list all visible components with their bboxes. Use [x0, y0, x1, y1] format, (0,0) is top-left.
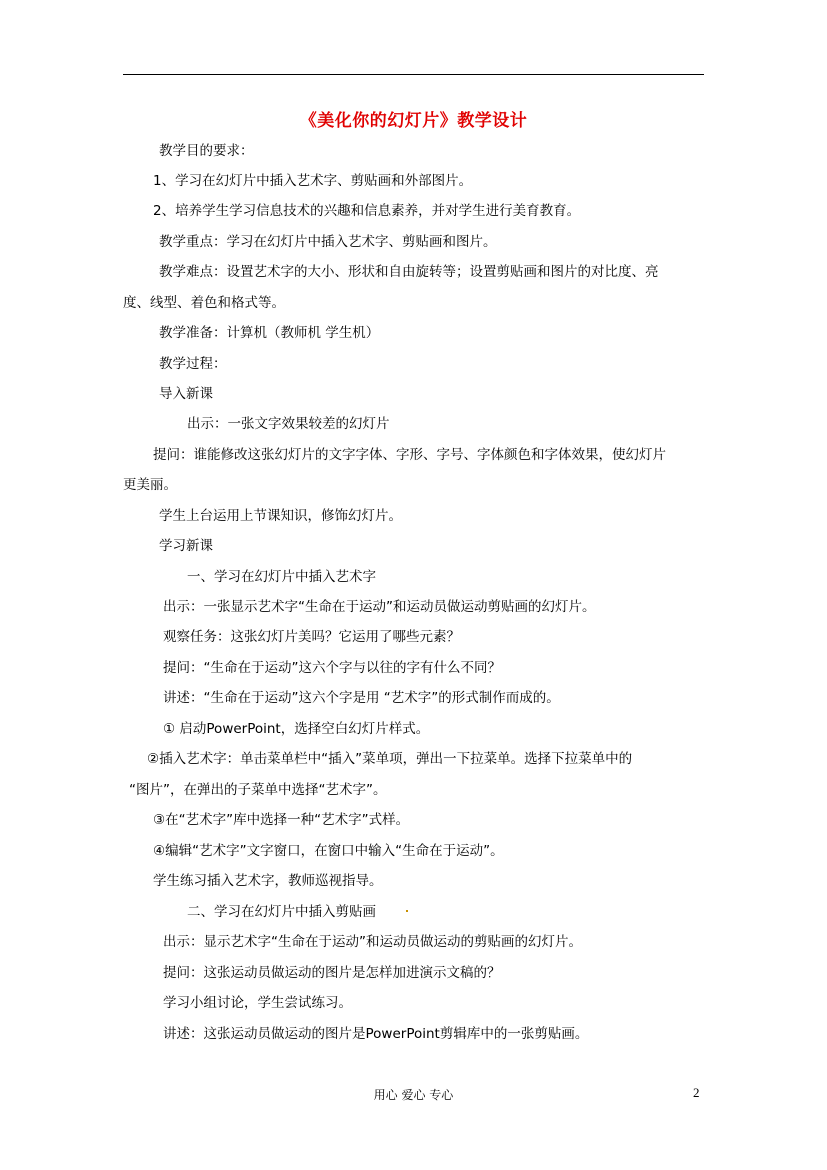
line-show-3: 出示：显示艺术字“生命在于运动”和运动员做运动的剪贴画的幻灯片。 [163, 934, 582, 950]
line-group-discuss: 学习小组讨论，学生尝试练习。 [163, 995, 352, 1011]
line-difficulties-cont: 度、线型、着色和格式等。 [123, 295, 285, 311]
footer-motto: 用心 爱心 专心 [373, 1088, 454, 1102]
line-show-2: 出示：一张显示艺术字“生命在于运动”和运动员做运动剪贴画的幻灯片。 [163, 599, 596, 615]
line-key-points: 教学重点：学习在幻灯片中插入艺术字、剪贴画和图片。 [159, 234, 497, 250]
line-question-2: 提问：“生命在于运动”这六个字与以往的字有什么不同？ [163, 660, 501, 676]
line-student-modify: 学生上台运用上节课知识，修饰幻灯片。 [159, 508, 402, 524]
line-section-1: 一、学习在幻灯片中插入艺术字 [187, 569, 376, 585]
line-question-1: 提问：谁能修改这张幻灯片的文字字体、字形、字号、字体颜色和字体效果，使幻灯片 [153, 447, 666, 463]
line-difficulties: 教学难点：设置艺术字的大小、形状和自由旋转等；设置剪贴画和图片的对比度、亮 [159, 264, 659, 280]
line-step-4: ④编辑“艺术字”文字窗口，在窗口中输入“生命在于运动”。 [153, 843, 504, 859]
line-show-1: 出示：一张文字效果较差的幻灯片 [187, 416, 390, 432]
document-title: 《美化你的幻灯片》教学设计 [299, 111, 528, 131]
line-intro-heading: 导入新课 [159, 386, 213, 402]
line-observe: 观察任务：这张幻灯片美吗？它运用了哪些元素？ [163, 629, 460, 645]
line-step-2: ②插入艺术字：单击菜单栏中“插入”菜单项，弹出一下拉菜单。选择下拉菜单中的 [147, 751, 633, 767]
line-process: 教学过程： [159, 356, 227, 372]
line-step-3: ③在“艺术字”库中选择一种“艺术字”式样。 [153, 812, 410, 828]
header-rule [123, 74, 704, 75]
line-objective-1: 1、学习在幻灯片中插入艺术字、剪贴画和外部图片。 [153, 173, 473, 189]
line-question-3: 提问：这张运动员做运动的图片是怎样加进演示文稿的？ [163, 965, 501, 981]
stray-dot [406, 910, 408, 912]
line-objective-2: 2、培养学生学习信息技术的兴趣和信息素养，并对学生进行美育教育。 [153, 203, 581, 219]
line-practice-1: 学生练习插入艺术字，教师巡视指导。 [153, 873, 383, 889]
page-number: 2 [693, 1085, 700, 1100]
line-explain-2: 讲述：这张运动员做运动的图片是PowerPoint剪辑库中的一张剪贴画。 [163, 1026, 589, 1042]
line-objectives-heading: 教学目的要求： [159, 143, 254, 159]
line-section-2: 二、学习在幻灯片中插入剪贴画 [187, 904, 376, 920]
line-new-lesson: 学习新课 [159, 538, 213, 554]
line-preparation: 教学准备：计算机（教师机 学生机） [159, 325, 380, 341]
line-explain-1: 讲述：“生命在于运动”这六个字是用 “艺术字”的形式制作而成的。 [163, 690, 560, 706]
line-step-1: ① 启动PowerPoint，选择空白幻灯片样式。 [163, 721, 430, 737]
line-step-2-cont: “图片”，在弹出的子菜单中选择“艺术字”。 [129, 782, 387, 798]
line-question-1-cont: 更美丽。 [123, 477, 177, 493]
